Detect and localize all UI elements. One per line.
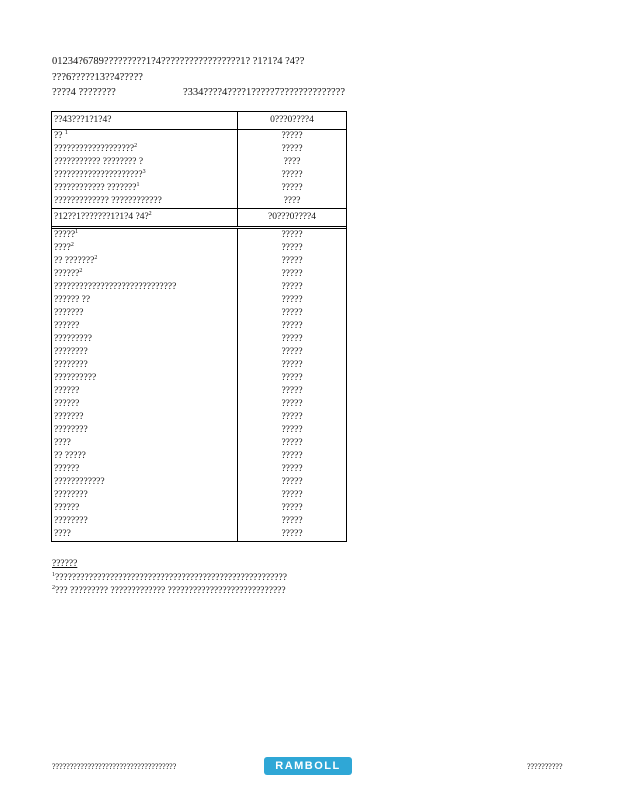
table-group-2 xyxy=(52,229,346,541)
row-label: ???? xyxy=(54,529,71,539)
table-subheader-col2: ?0???0????4 xyxy=(237,209,346,226)
row-label: ????????????????????????????? xyxy=(54,282,177,292)
table-row xyxy=(52,346,346,359)
row-label: ???????? xyxy=(54,425,88,435)
data-table xyxy=(51,111,347,542)
notes-section xyxy=(52,559,287,596)
table-row xyxy=(52,229,346,242)
table-row xyxy=(52,398,346,411)
row-label: ???????? xyxy=(54,490,88,500)
row-label: ?????$^1$ xyxy=(54,229,79,240)
ramboll-logo: RAMBOLL xyxy=(264,757,352,775)
row-value: ????? xyxy=(237,476,346,489)
row-label: ???????????? xyxy=(54,477,105,487)
row-label: ??????? xyxy=(54,308,84,318)
row-label: ?????? xyxy=(54,399,80,409)
footer-page-info: ?????????? xyxy=(527,762,563,771)
row-value: ????? xyxy=(237,333,346,346)
row-value: ????? xyxy=(237,229,346,242)
row-value: ????? xyxy=(237,424,346,437)
document-header-line-2: ???6?????13??4????? xyxy=(52,72,143,83)
table-row xyxy=(52,294,346,307)
table-header-row xyxy=(52,112,346,130)
row-value: ????? xyxy=(237,294,346,307)
row-value: ????? xyxy=(237,463,346,476)
table-header-col1: ??43???1?1?4? xyxy=(54,115,112,125)
row-value: ????? xyxy=(237,515,346,528)
row-value: ????? xyxy=(237,320,346,333)
table-row xyxy=(52,169,346,182)
row-label: ???????????????????$^2$ xyxy=(54,143,138,154)
note-line: $^1$??????????????????????????????????????????????????????? xyxy=(52,571,287,583)
table-row xyxy=(52,359,346,372)
row-label: ?????? ?? xyxy=(54,295,91,305)
row-label: ?????????????????????$^3$ xyxy=(54,169,146,180)
row-label: ????$^2$ xyxy=(54,242,74,253)
table-row xyxy=(52,156,346,169)
table-row xyxy=(52,424,346,437)
row-label: ??????????? ???????? ? xyxy=(54,157,144,167)
table-row xyxy=(52,182,346,195)
table-row xyxy=(52,130,346,143)
document-header-line-3-left: ????4 ???????? xyxy=(52,87,116,98)
table-row xyxy=(52,385,346,398)
row-label: ?????????? xyxy=(54,373,97,383)
row-label: ??????? xyxy=(54,412,84,422)
row-label: ???????? xyxy=(54,347,88,357)
table-row xyxy=(52,411,346,424)
table-row xyxy=(52,333,346,346)
row-value: ????? xyxy=(237,359,346,372)
table-row xyxy=(52,320,346,333)
notes-lines xyxy=(52,573,287,596)
row-value: ????? xyxy=(237,346,346,359)
document-header-line-1: 01234?6789?????????1?4?????????????????1? ?1?1?4 ?4?? xyxy=(52,56,305,67)
row-label: ???????????? ???????$^1$ xyxy=(54,182,140,193)
row-value: ????? xyxy=(237,130,346,143)
row-label: ????????? xyxy=(54,334,92,344)
row-value: ???? xyxy=(237,195,346,208)
row-value: ????? xyxy=(237,255,346,268)
table-row xyxy=(52,476,346,489)
row-value: ????? xyxy=(237,169,346,182)
table-subheader-row xyxy=(52,208,346,229)
row-value: ????? xyxy=(237,307,346,320)
row-value: ????? xyxy=(237,182,346,195)
row-label: ?????? xyxy=(54,464,80,474)
table-header-col2: 0???0????4 xyxy=(237,112,346,129)
row-value: ????? xyxy=(237,385,346,398)
table-row xyxy=(52,307,346,320)
row-value: ????? xyxy=(237,281,346,294)
table-row xyxy=(52,463,346,476)
table-row xyxy=(52,268,346,281)
row-label: ?????? xyxy=(54,386,80,396)
table-row xyxy=(52,281,346,294)
table-subheader-col1: ?12??1???????1?1?4 ?4?$^2$ xyxy=(54,210,152,222)
row-label: ???????? xyxy=(54,360,88,370)
table-row xyxy=(52,489,346,502)
table-row xyxy=(52,437,346,450)
table-row xyxy=(52,372,346,385)
row-value: ????? xyxy=(237,437,346,450)
row-label: ?????? xyxy=(54,321,80,331)
row-value: ????? xyxy=(237,372,346,385)
table-row xyxy=(52,242,346,255)
table-row xyxy=(52,450,346,463)
table-row xyxy=(52,255,346,268)
row-label: ???????? xyxy=(54,516,88,526)
row-label: ???? xyxy=(54,438,71,448)
row-value: ????? xyxy=(237,411,346,424)
row-value: ????? xyxy=(237,450,346,463)
table-row xyxy=(52,143,346,156)
row-value: ????? xyxy=(237,143,346,156)
row-value: ????? xyxy=(237,528,346,541)
table-row xyxy=(52,502,346,515)
row-value: ????? xyxy=(237,268,346,281)
document-header-line-3-right: ?334????4????1?????7?????????????? xyxy=(183,87,345,98)
row-label: ?? ????? xyxy=(54,451,86,461)
notes-title: ?????? xyxy=(52,559,78,569)
row-value: ???? xyxy=(237,156,346,169)
row-value: ????? xyxy=(237,502,346,515)
row-value: ????? xyxy=(237,489,346,502)
table-row xyxy=(52,528,346,541)
row-value: ????? xyxy=(237,398,346,411)
row-label: ?? ???????$^2$ xyxy=(54,255,98,266)
row-label: ?????? xyxy=(54,503,80,513)
row-label: ??????$^2$ xyxy=(54,268,83,279)
row-value: ????? xyxy=(237,242,346,255)
table-row xyxy=(52,515,346,528)
row-label: ????????????? ???????????? xyxy=(54,196,162,206)
footer-left-text: ??????????????????????????????????? xyxy=(52,762,177,771)
row-label: ?? $^1$ xyxy=(54,130,68,141)
table-group-1 xyxy=(52,130,346,208)
table-row xyxy=(52,195,346,208)
note-line: $^2$??? ????????? ????????????? ???????????????????????????? xyxy=(52,584,286,596)
